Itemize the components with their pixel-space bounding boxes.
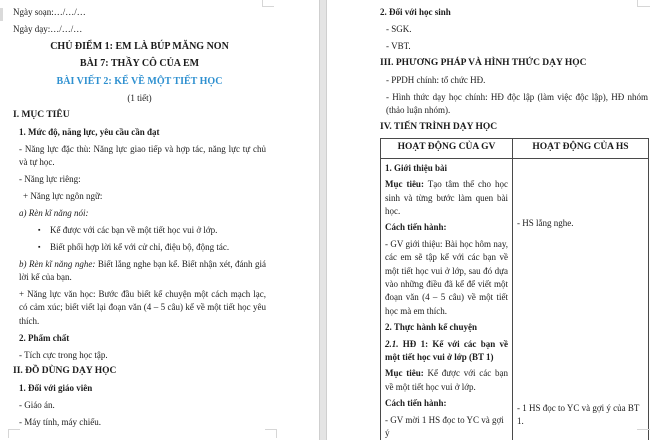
page-1 [0,0,319,440]
activity-table-header-row [381,138,649,158]
bullet-item-2-text: Biết phối hợp lời kể với cử chỉ, điệu bộ, động tác. [50,241,230,252]
gv-step-2-muc-tieu [385,367,508,394]
crop-mark-icon [637,429,650,430]
page-2-content [327,0,650,440]
para-nang-luc-van-hoc: + Năng lực văn học: Bước đầu biết kể chuyện một cách mạch lạc, có cảm xúc; biết viết lại đoạn văn (4 – 5 câu) kể về một tiết học yêu thích. [19,288,266,326]
para-tich-cuc: - Tích cực trong học tập. [19,349,108,360]
para-giao-an: - Giáo án. [19,400,55,411]
page-1-content [0,0,319,430]
muc-tieu-label: Mục tiêu: [385,179,424,190]
gv-step-2-sub-title: HĐ 1: Kể với các bạn về một tiết học vui ở lớp (BT 1) [385,338,508,363]
para-vbt: - VBT. [386,40,411,51]
cach-tien-hanh-label-1: Cách tiến hành: [385,222,447,233]
tiet-label: (1 tiết) [127,93,152,104]
hs-response-2: - 1 HS đọc to YC và gợi ý của BT 1. [517,402,640,427]
bullet-item-2 [13,241,266,254]
crop-mark-icon [265,429,277,438]
section-1-heading: I. MỤC TIÊU [13,109,70,120]
bai-heading: BÀI 7: THẦY CÔ CỦA EM [79,58,200,70]
ngay-day-line: Ngày dạy:…/…/… [13,23,83,34]
hs-activity-cell [513,158,649,440]
gv-step-2-sub-heading [385,338,508,365]
bai-viet-heading: BÀI VIẾT 2: KỂ VỀ MỘT TIẾT HỌC [56,75,223,87]
gv-step-1-muc-tieu [385,178,508,218]
section-4-heading: IV. TIẾN TRÌNH DẠY HỌC [380,121,498,132]
ren-ki-nang-nghe-label: b) Rèn kĩ năng nghe: [19,258,96,269]
para-nang-luc-ngon-ngu: + Năng lực ngôn ngữ: [23,190,103,201]
para-sgk: - SGK. [386,23,412,34]
para-ren-ki-nang-noi: a) Rèn kĩ năng nói: [19,207,89,218]
bullet-square-icon: ▪ [38,242,41,251]
muc-tieu-label: Mục tiêu: [385,368,424,379]
cach-tien-hanh-label-2: Cách tiến hành: [385,398,447,409]
section-2-heading: II. ĐỒ DÙNG DẠY HỌC [13,366,117,377]
para-may-tinh: - Máy tính, máy chiếu. [19,417,101,428]
para-ppdh: - PPDH chính: tổ chức HĐ. [386,74,486,85]
page-gap [319,0,327,440]
crop-mark-icon [637,0,650,7]
page-2 [327,0,650,440]
section-3-heading: III. PHƯƠNG PHÁP VÀ HÌNH THỨC DẠY HỌC [380,57,587,68]
para-ren-ki-nang-nghe [13,258,266,285]
section-2-sub-2: 2. Đối với học sinh [380,7,451,17]
para-hinh-thuc: - Hình thức dạy học chính: HĐ độc lập (làm việc độc lập), HĐ nhóm (thảo luận nhóm). [386,91,648,115]
gv-step-1-heading: 1. Giới thiệu bài [385,162,447,173]
ngay-soan-line: Ngày soạn:…/…/… [13,7,86,17]
ren-ki-nang-nghe-text: Biết lắng nghe bạn kể. Biết nhận xét, đánh giá lời kể của bạn. [19,258,266,282]
crop-mark-icon [8,429,20,438]
gv-step-1-muc-tieu-text: Tạo tâm thế cho học sinh và từng bước làm quen bài học. [385,179,508,216]
para-nang-luc-rieng: - Năng lực riêng: [19,174,81,185]
gv-step-2-heading: 2. Thực hành kể chuyện [385,322,478,333]
gv-step-2-detail: - GV mời 1 HS đọc to YC và gợi ý [385,414,504,439]
para-nang-luc-dac-thu: - Năng lực đặc thù: Năng lực giao tiếp và hợp tác, năng lực tự chủ và tự học. [19,143,266,168]
gv-column-header: HOẠT ĐỘNG CỦA GV [381,138,513,158]
section-2-sub-1: 1. Đối với giáo viên [19,383,93,394]
gv-step-2-sub-number: 2.1. [385,338,399,349]
bullet-square-icon: ▪ [38,225,41,234]
section-1-sub-1: 1. Mức độ, năng lực, yêu cầu cần đạt [19,126,160,137]
gv-activity-cell [381,158,513,440]
activity-table-body-row [381,158,649,440]
gv-step-2-muc-tieu-text: Kể được với các bạn về một tiết học vui ở lớp. [385,368,508,392]
activity-table [380,138,649,440]
hs-column-header: HOẠT ĐỘNG CỦA HS [513,138,649,158]
crop-mark-icon [262,0,274,7]
gv-step-1-detail: - GV giới thiệu: Bài học hôm nay, các em sẽ tập kể với các bạn về một tiết học vui ở lớp, sau đó dựa vào những điều đã kể để viết một đoạn văn (4 – 5 câu) về một tiết học mà em thích. [385,238,508,316]
page-edge-mark [0,8,3,21]
bullet-item-1-text: Kể được với các bạn về một tiết học vui ở lớp. [50,224,218,235]
section-1-sub-2: 2. Phẩm chất [19,332,70,343]
hs-response-1: - HS lắng nghe. [517,217,574,228]
chu-diem-heading: CHỦ ĐIỂM 1: EM LÀ BÚP MĂNG NON [50,40,229,52]
bullet-item-1 [13,224,266,237]
